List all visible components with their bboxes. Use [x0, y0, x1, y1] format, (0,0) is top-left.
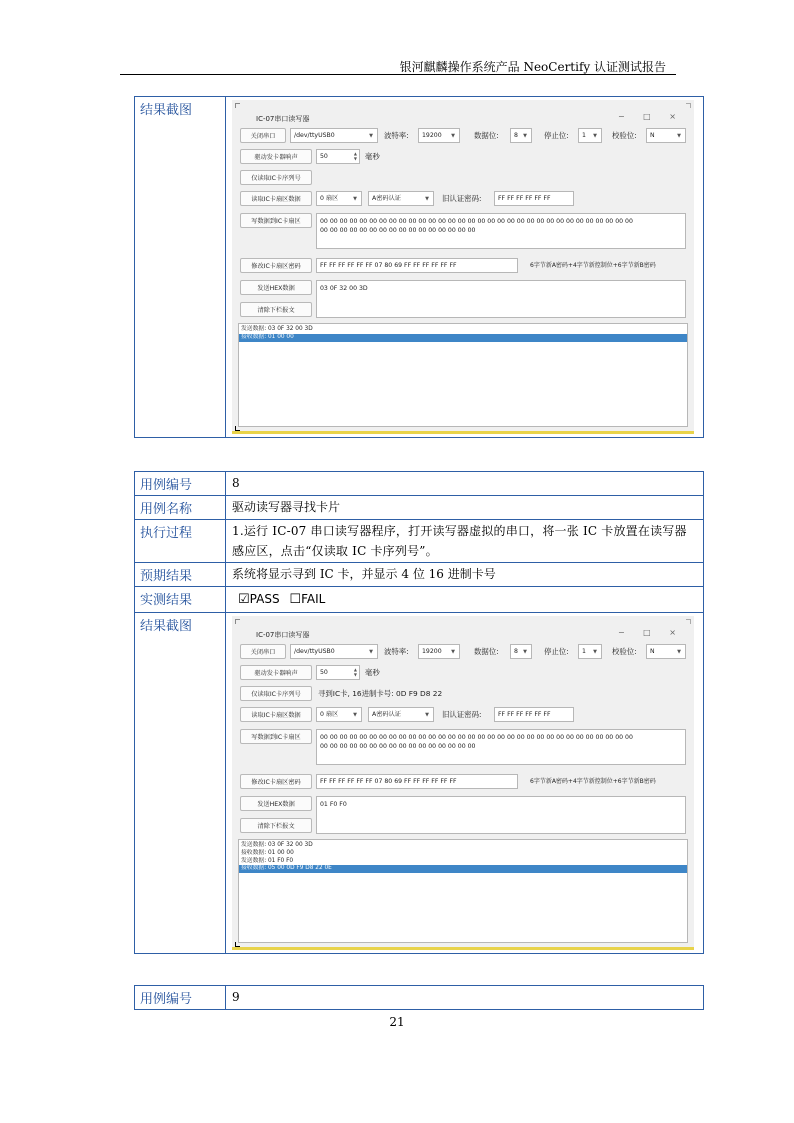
chevron-down-icon: ▼ — [593, 649, 597, 655]
beep-duration-spinbox[interactable] — [316, 665, 360, 680]
window-corner — [235, 619, 240, 624]
beep-button[interactable]: 驱动发卡器响声 — [240, 665, 312, 680]
databits-select[interactable] — [510, 128, 532, 143]
fail-checkbox: ☐ — [289, 592, 302, 607]
send-hex-button[interactable]: 发送HEX数据 — [240, 796, 312, 811]
actual-label: 实测结果 — [135, 587, 226, 613]
window-corner — [235, 942, 240, 947]
read-serial-button[interactable]: 仅读取IC卡序列号 — [240, 170, 312, 185]
chevron-down-icon: ▼ — [353, 196, 357, 202]
write-data-line: 00 00 00 00 00 00 00 00 00 00 00 00 00 00 00 00 — [320, 227, 476, 234]
close-port-button[interactable]: 关闭串口 — [240, 128, 286, 143]
chevron-down-icon: ▼ — [425, 196, 429, 202]
parity-value: N — [650, 648, 655, 655]
test-case-table-8 — [134, 471, 704, 954]
databits-label: 数据位: — [474, 131, 499, 140]
port-select[interactable] — [290, 644, 378, 659]
parity-select[interactable] — [646, 644, 686, 659]
actual-value — [226, 587, 704, 613]
app-window-screenshot — [232, 100, 694, 434]
case-id-label: 用例编号 — [135, 472, 226, 496]
case-name-value: 驱动读写器寻找卡片 — [226, 496, 704, 520]
password-hint: 6字节新A密码+4字节新控制位+6字节新B密码 — [530, 778, 656, 785]
stopbits-select[interactable] — [578, 644, 602, 659]
auth-select[interactable] — [368, 191, 434, 206]
process-label: 执行过程 — [135, 520, 226, 563]
write-data-textarea[interactable] — [316, 213, 686, 249]
hex-input-textarea[interactable]: 03 0F 32 00 3D — [316, 280, 686, 318]
old-password-input[interactable]: FF FF FF FF FF FF — [494, 191, 574, 206]
databits-value: 8 — [514, 648, 518, 655]
beep-button[interactable]: 驱动发卡器响声 — [240, 149, 312, 164]
modify-password-button[interactable]: 修改IC卡扇区密码 — [240, 774, 312, 789]
hex-input-textarea[interactable]: 01 F0 F0 — [316, 796, 686, 834]
port-value: /dev/ttyUSB0 — [294, 132, 335, 139]
log-line[interactable]: 发送数据: 01 F0 F0 — [241, 857, 294, 864]
page-header-title: 银河麒麟操作系统产品 NeoCertify 认证测试报告 — [399, 60, 666, 74]
chevron-down-icon: ▼ — [593, 133, 597, 139]
case-id-value: 8 — [226, 472, 704, 496]
test-case-table-9 — [134, 985, 704, 1010]
auth-value: A密码认证 — [372, 711, 401, 718]
new-password-input[interactable]: FF FF FF FF FF FF 07 80 69 FF FF FF FF FF FF — [316, 258, 518, 273]
spin-arrows-icon[interactable]: ▲ ▼ — [353, 151, 357, 161]
chevron-down-icon: ▼ — [451, 649, 455, 655]
chevron-down-icon: ▼ — [677, 649, 681, 655]
write-data-line: 00 00 00 00 00 00 00 00 00 00 00 00 00 00 00 00 00 00 00 00 00 00 00 00 00 00 00 00 00 00 00 00 — [320, 218, 633, 225]
read-serial-button[interactable]: 仅读取IC卡序列号 — [240, 686, 312, 701]
result-screenshot-label: 结果截图 — [135, 97, 226, 438]
baud-label: 波特率: — [384, 131, 409, 140]
databits-label: 数据位: — [474, 647, 499, 656]
read-sector-button[interactable]: 读取IC卡扇区数据 — [240, 707, 312, 722]
beep-duration-spinbox[interactable] — [316, 149, 360, 164]
chevron-down-icon: ▼ — [677, 133, 681, 139]
beep-duration-value: 50 — [320, 153, 328, 160]
parity-select[interactable] — [646, 128, 686, 143]
log-line[interactable]: 发送数据: 03 0F 32 00 3D — [241, 326, 313, 332]
spin-arrows-icon[interactable]: ▲ ▼ — [353, 667, 357, 677]
window-corner — [686, 103, 691, 108]
auth-value: A密码认证 — [372, 195, 401, 202]
parity-label: 校验位: — [612, 131, 637, 140]
sector-value: 0 扇区 — [320, 195, 339, 202]
fail-label: FAIL — [301, 592, 326, 606]
sector-value: 0 扇区 — [320, 711, 339, 718]
app-window-screenshot — [232, 616, 694, 950]
window-controls[interactable]: − □ × — [617, 628, 684, 637]
ms-label: 毫秒 — [365, 152, 380, 161]
window-corner — [235, 426, 240, 431]
expected-value: 系统将显示寻到 IC 卡，并显示 4 位 16 进制卡号 — [226, 563, 704, 587]
clear-log-button[interactable]: 清除下栏报文 — [240, 818, 312, 833]
window-corner — [686, 619, 691, 624]
chevron-down-icon: ▼ — [451, 133, 455, 139]
write-sector-button[interactable]: 写数据到IC卡扇区 — [240, 729, 312, 744]
serial-result-text: 寻到IC卡, 16进制卡号: 0D F9 D8 22 — [318, 689, 443, 698]
pass-label: PASS — [249, 592, 280, 606]
stopbits-select[interactable] — [578, 128, 602, 143]
page-number: 21 — [389, 1015, 405, 1029]
sector-select[interactable] — [316, 191, 362, 206]
parity-value: N — [650, 132, 655, 139]
modify-password-button[interactable]: 修改IC卡扇区密码 — [240, 258, 312, 273]
message-log[interactable] — [238, 839, 688, 943]
window-title: IC-07串口读写器 — [256, 631, 310, 639]
case-id-value: 9 — [226, 986, 704, 1010]
window-controls[interactable]: − □ × — [617, 112, 684, 121]
beep-duration-value: 50 — [320, 669, 328, 676]
message-log[interactable] — [238, 323, 688, 427]
port-value: /dev/ttyUSB0 — [294, 648, 335, 655]
ms-label: 毫秒 — [365, 668, 380, 677]
baud-value: 19200 — [422, 132, 442, 139]
baud-label: 波特率: — [384, 647, 409, 656]
chevron-down-icon: ▼ — [369, 133, 373, 139]
stopbits-label: 停止位: — [544, 647, 569, 656]
write-data-line: 00 00 00 00 00 00 00 00 00 00 00 00 00 00 00 00 — [320, 743, 476, 750]
case-name-label: 用例名称 — [135, 496, 226, 520]
read-sector-button[interactable]: 读取IC卡扇区数据 — [240, 191, 312, 206]
write-sector-button[interactable]: 写数据到IC卡扇区 — [240, 213, 312, 228]
old-password-label: 旧认证密码: — [442, 194, 482, 203]
send-hex-button[interactable]: 发送HEX数据 — [240, 280, 312, 295]
chevron-down-icon: ▼ — [523, 133, 527, 139]
header-rule — [120, 74, 676, 75]
write-data-textarea[interactable] — [316, 729, 686, 765]
test-case-table-7-screenshot — [134, 96, 704, 438]
clear-log-button[interactable]: 清除下栏报文 — [240, 302, 312, 317]
pass-checkbox: ☑ — [238, 592, 250, 607]
old-password-input[interactable]: FF FF FF FF FF FF — [494, 707, 574, 722]
baud-select[interactable] — [418, 128, 460, 143]
log-line[interactable]: 接收数据: 01 00 00 — [239, 334, 687, 342]
chevron-down-icon: ▼ — [369, 649, 373, 655]
baud-select[interactable] — [418, 644, 460, 659]
parity-label: 校验位: — [612, 647, 637, 656]
auth-select[interactable] — [368, 707, 434, 722]
stopbits-value: 1 — [582, 132, 586, 139]
new-password-input[interactable]: FF FF FF FF FF FF 07 80 69 FF FF FF FF FF FF — [316, 774, 518, 789]
write-data-line: 00 00 00 00 00 00 00 00 00 00 00 00 00 00 00 00 00 00 00 00 00 00 00 00 00 00 00 00 00 00 00 00 — [320, 734, 633, 741]
port-select[interactable] — [290, 128, 378, 143]
chevron-down-icon: ▼ — [523, 649, 527, 655]
log-line[interactable]: 接收数据: 01 00 00 — [241, 849, 294, 856]
close-port-button[interactable]: 关闭串口 — [240, 644, 286, 659]
result-screenshot-cell — [226, 97, 704, 438]
baud-value: 19200 — [422, 648, 442, 655]
password-hint: 6字节新A密码+4字节新控制位+6字节新B密码 — [530, 262, 656, 269]
result-screenshot-label: 结果截图 — [135, 613, 226, 954]
chevron-down-icon: ▼ — [353, 712, 357, 718]
window-bottom-edge — [232, 431, 694, 434]
stopbits-value: 1 — [582, 648, 586, 655]
window-title: IC-07串口读写器 — [256, 115, 310, 123]
result-screenshot-cell — [226, 613, 704, 954]
sector-select[interactable] — [316, 707, 362, 722]
case-id-label: 用例编号 — [135, 986, 226, 1010]
databits-value: 8 — [514, 132, 518, 139]
stopbits-label: 停止位: — [544, 131, 569, 140]
chevron-down-icon: ▼ — [425, 712, 429, 718]
databits-select[interactable] — [510, 644, 532, 659]
old-password-label: 旧认证密码: — [442, 710, 482, 719]
log-line[interactable]: 接收数据: 05 00 0D F9 D8 22 0E — [239, 865, 687, 873]
process-value: 1.运行 IC-07 串口读写器程序，打开读写器虚拟的串口，将一张 IC 卡放置在读写器感应区，点击“仅读取 IC 卡序列号”。 — [226, 520, 704, 563]
expected-label: 预期结果 — [135, 563, 226, 587]
window-bottom-edge — [232, 947, 694, 950]
log-line[interactable]: 发送数据: 03 0F 32 00 3D — [241, 842, 313, 848]
window-corner — [235, 103, 240, 108]
